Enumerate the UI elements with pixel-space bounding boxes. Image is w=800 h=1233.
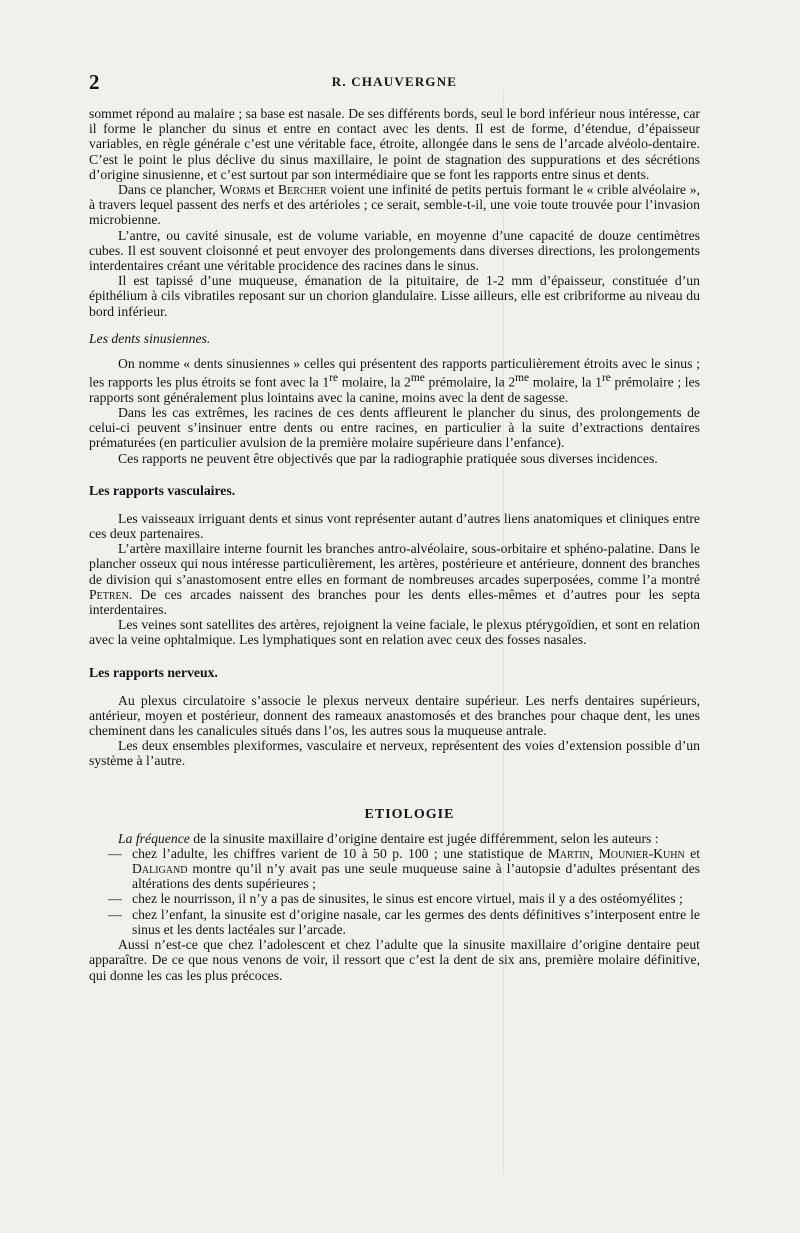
author-martin: Martin [547,845,590,861]
paragraph-dents-definition: On nomme « dents sinusiennes » celles qui présentent des rapports particulièrement étroits avec le sinus ; les rapports les plus étroits se font avec la 1re molaire, la $2^{me}$ prémolaire, la $2^{me}$ molaire, la 1re prémolaire ; les rapports sont généralement plus lointains avec la canine, moins avec la dent de sagesse. [89,355,700,405]
paragraph-sinus-floor: sommet répond au malaire ; sa base est nasale. De ses différents bords, seul le bord inférieur nous intéresse, car il forme le plancher du sinus et entre en contact avec les dents. Il est de forme, d’étendue, d’épaisseur variables, en règle générale c’est une véritable face, étroite, allongée dans le sens de l’arcade alvéolo-dentaire. C’est le point le plus déclive du sinus maxillaire, le point de stagnation des suppurations et des sécrétions d’origine sinusienne, et c’est surtout par son intermédiaire que se font les rapports entre sinus et dents. [89,106,700,182]
page-fold-shadow [503,90,504,1173]
paragraph-vaisseaux: Les vaisseaux irriguant dents et sinus vont représenter autant d’autres liens anatomiques et cliniques entre ces deux partenaires. [89,510,700,542]
paragraph-dents-radiographie: Ces rapports ne peuvent être objectivés que par la radiographie pratiquée sous diverses incidences. [118,450,658,466]
frequency-list [89,846,700,937]
paragraph-muqueuse: Il est tapissé d’une muqueuse, émanation de la pituitaire, de 1-2 mm d’épaisseur, constituée d’un épithélium à cils vibratiles reposant sur un chorion glandulaire. Lisse ailleurs, elle est cribriforme au niveau du bord inférieur. [89,273,700,319]
section-heading-rapports-nerveux: Les rapports nerveux. [89,664,218,680]
running-title: R. CHAUVERGNE [331,74,458,89]
paragraph-crible: Dans ce plancher, Worms et Bercher voient une infinité de petits pertuis formant le « crible alvéolaire », à travers lequel passent des nerfs et des artérioles ; ce serait, semble-t-il, une voie toute trouvée pour l’invasion microbienne. [89,182,700,228]
list-item-nourrisson: — chez le nourrisson, il n’y a pas de sinusites, le sinus est encore virtuel, mais il y a des ostéomyélites ; [118,891,700,906]
paragraph-dents-extremes: Dans les cas extrêmes, les racines de ces dents affleurent le plancher du sinus, des prolongements de celui-ci peuvent s’insinuer entre dents ou entre racines, en particulier à la suite d’extractions dentaires prématurées (en particulier avulsion de la première molaire supérieure dans l’enfance). [89,405,700,451]
list-item-adulte: — chez l’adulte, les chiffres varient de 10 à 50 p. 100 ; une statistique de Martin, Mounier-Kuhn et Daligand montre qu’il n’y avait pas une seule muqueuse saine à l’autopsie d’adultes présentant des altérations des dents supérieures ; [118,846,700,892]
paragraph-frequence: La fréquence de la sinusite maxillaire d’origine dentaire est jugée différemment, selon les auteurs : [118,830,659,846]
author-daligand: Daligand [132,861,188,877]
paragraph-adolescent: Aussi n’est-ce que chez l’adolescent et chez l’adulte que la sinusite maxillaire d’origine dentaire peut apparaître. De ce que nous venons de voir, il ressort que c’est la dent de six ans, première molaire définitive, qui donne les cas les plus précoces. [89,937,700,983]
paragraph-antre: L’antre, ou cavité sinusale, est de volume variable, en moyenne d’une capacité de douze centimètres cubes. Il est souvent cloisonné et peut envoyer des prolongements dans diverses directions, les prolongements interdentaires créant une véritable procidence des racines dans le sinus. [89,227,700,274]
author-worms: Worms [219,182,261,198]
page-number: 2 [89,70,100,94]
paragraph-artere: L’artère maxillaire interne fournit les branches antro-alvéolaire, sous-orbitaire et sphéno-palatine. Dans le plancher osseux qui nous intéresse particulièrement, les artères, postérieure et antérieure, donnent des branches de division qui s’anastomosent entre elles en formant de nombreuses arcades superposées, comme l’a montré Petren. De ces arcades naissent des branches pour les dents elles-mêmes et d’autres pour les septa interdentaires. [89,541,700,618]
paragraph-ensembles: Les deux ensembles plexiformes, vasculaire et nerveux, représentent des voies d’extension possible d’un système à l’autre. [89,738,700,769]
author-mounier-kuhn: Mounier-Kuhn [598,845,685,861]
paragraph-plexus: Au plexus circulatoire s’associe le plexus nerveux dentaire supérieur. Les nerfs dentaires supérieurs, antérieur, moyen et postérieur, donnent des rameaux anastomosés et des branches pour chaque dent, les unes cheminent dans les canalicules situés dans l’os, les autres sous la muqueuse antrale. [89,692,700,739]
section-heading-dents-sinusiennes: Les dents sinusiennes. [89,330,211,346]
author-bercher: Bercher [278,182,327,198]
running-header [89,70,700,92]
list-item-enfant: — chez l’enfant, la sinusite est d’origine nasale, car les germes des dents définitives s’interposent entre le sinus et les dents lactéales sur l’arcade. [118,907,700,937]
section-heading-rapports-vasculaires: Les rapports vasculaires. [89,482,236,498]
author-petren: Petren [89,586,129,602]
paragraph-veines: Les veines sont satellites des artères, rejoignent la veine faciale, le plexus ptérygoïdien, et sont en relation avec la veine ophtalmique. Les lymphatiques sont en relation avec ceux des fosses nasales. [89,617,700,648]
chapter-title-etiologie: ETIOLOGIE [364,806,455,822]
